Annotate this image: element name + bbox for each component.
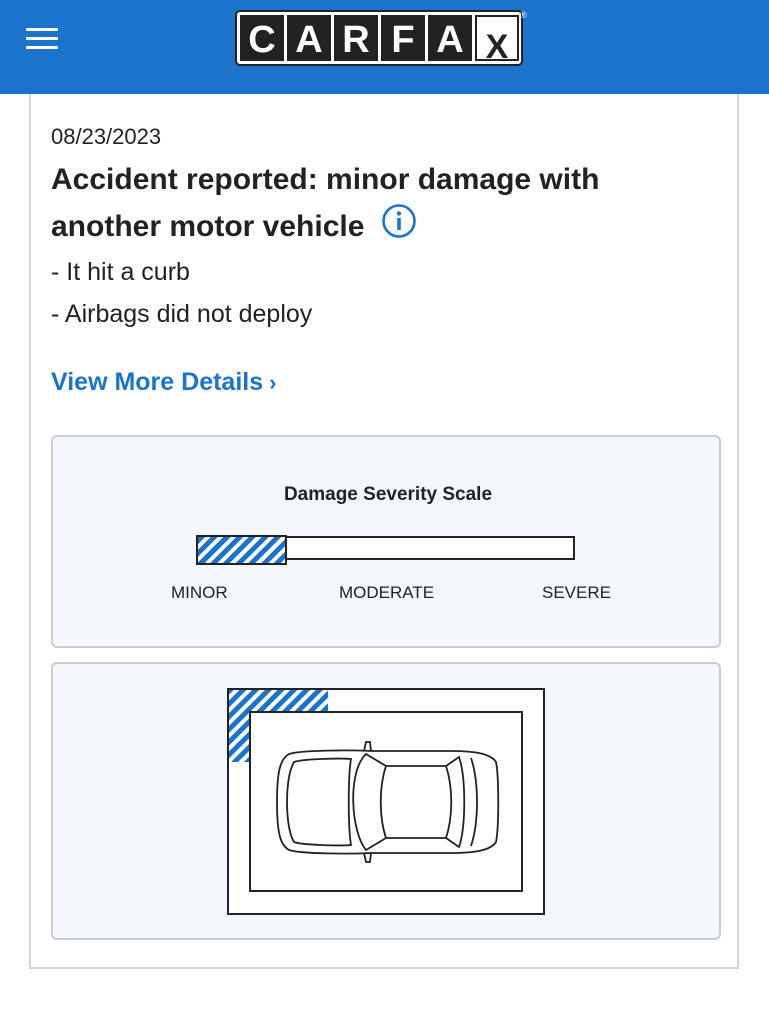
severity-label-severe: SEVERE xyxy=(542,583,611,602)
logo-letter: R xyxy=(342,19,370,61)
record-date: 08/23/2023 xyxy=(51,124,162,149)
vehicle-frame xyxy=(250,712,522,891)
chevron-right-icon: › xyxy=(269,370,277,395)
severity-scale-fill xyxy=(196,535,287,565)
severity-scale-title: Damage Severity Scale xyxy=(283,484,493,505)
view-more-details-link[interactable] xyxy=(51,368,276,397)
logo-letter: A xyxy=(436,19,464,61)
impact-highlight-left xyxy=(229,690,250,762)
hamburger-menu-icon[interactable] xyxy=(24,26,60,52)
view-more-label: View More Details xyxy=(51,368,264,396)
logo-letter: F xyxy=(391,19,415,61)
record-title xyxy=(51,156,671,253)
severity-label-moderate: MODERATE xyxy=(339,583,435,602)
detail-line: - It hit a curb xyxy=(51,258,190,286)
record-title-text: Accident reported: minor damage with another motor vehicle xyxy=(51,163,600,243)
logo-letter: X xyxy=(485,28,509,66)
info-circle-icon[interactable] xyxy=(381,203,417,253)
logo-letter: C xyxy=(248,19,276,61)
severity-label-minor: MINOR xyxy=(171,583,228,602)
impact-diagram xyxy=(51,662,721,940)
carfax-logo xyxy=(235,9,527,67)
top-navigation-bar xyxy=(0,0,769,94)
registered-mark: ® xyxy=(520,10,527,20)
damage-severity-panel xyxy=(51,435,721,648)
detail-line: - Airbags did not deploy xyxy=(51,300,313,328)
impact-area-panel xyxy=(51,662,721,940)
logo-letter: A xyxy=(295,19,323,61)
severity-scale-bar xyxy=(196,536,575,560)
